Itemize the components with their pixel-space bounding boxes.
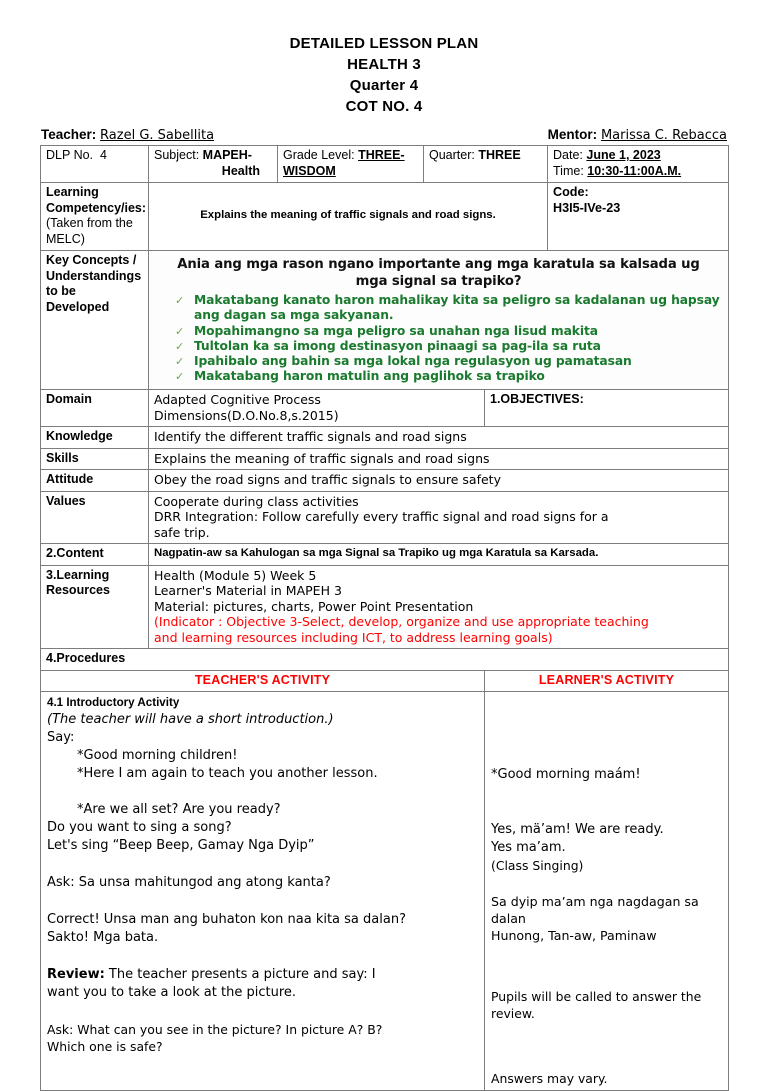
key-concepts-slide-cell	[149, 251, 729, 390]
values-line1: Cooperate during class activities	[154, 493, 359, 509]
knowledge-label: Knowledge	[41, 427, 149, 449]
slide-bullet-text: Tultolan ka sa imong destinasyon pinaagi sa pag-ila sa ruta	[194, 338, 601, 353]
resources-line3: Material: pictures, charts, Power Point Presentation	[154, 598, 474, 614]
table-row-knowledge	[41, 427, 729, 449]
knowledge-value: Identify the different traffic signals and road signs	[149, 427, 729, 449]
spacer	[491, 1022, 722, 1070]
time-label: Time:	[553, 163, 584, 178]
mentor-name: Marissa C. Rebacca	[600, 128, 727, 143]
learner-response-3: Yes ma’am.	[491, 840, 566, 855]
teacher-activity-ask-2-line-2: Which one is safe?	[47, 1038, 163, 1054]
learner-response-5-line-1: Sa dyip ma’am nga nagdagan sa	[491, 894, 699, 909]
review-label: Review:	[47, 966, 105, 982]
date-value: June 1, 2023	[586, 148, 661, 162]
mentor-label: Mentor:	[547, 127, 598, 142]
time-value: 10:30-11:00A.M.	[587, 163, 682, 178]
resources-indicator-line2: and learning resources including ICT, to address learning goals)	[154, 629, 553, 645]
slide-bullet-item	[167, 369, 726, 384]
teacher-activity-say: Say:	[47, 729, 75, 745]
learner-response-8: Answers may vary.	[491, 1071, 608, 1086]
domain-label: Domain	[41, 390, 149, 427]
values-value-cell	[149, 491, 729, 544]
slide-bullet-list	[151, 293, 726, 385]
learner-response-7-line-1: Pupils will be called to answer the	[491, 989, 702, 1004]
quarter-label: Quarter:	[429, 148, 475, 162]
competency-code-cell	[548, 183, 729, 251]
table-row-values	[41, 491, 729, 544]
key-concepts-label-cell	[41, 251, 149, 390]
subject-label: Subject:	[154, 148, 200, 162]
grade-level-value-line2: WISDOM	[283, 163, 336, 178]
teacher-label: Teacher:	[41, 127, 97, 142]
title-line-3: Quarter 4	[349, 77, 419, 94]
date-time-cell	[548, 146, 729, 183]
dlp-no-cell	[41, 146, 149, 183]
content-label: 2.Content	[41, 544, 149, 566]
competency-text-cell	[149, 183, 548, 251]
key-concepts-label-line1: Key Concepts /	[46, 253, 137, 267]
table-row-activity-headers	[41, 670, 729, 692]
teacher-activity-sing-line-1: Do you want to sing a song?	[47, 819, 232, 835]
teacher-field	[41, 127, 240, 143]
spacer	[491, 874, 722, 893]
quarter-cell	[424, 146, 548, 183]
spacer	[47, 947, 478, 966]
code-label: Code:	[553, 185, 589, 199]
key-concepts-label-line2: Understandings to be	[46, 268, 142, 298]
competency-label-line3: (Taken from the MELC)	[46, 216, 133, 246]
competency-text: Explains the meaning of traffic signals and road signs.	[200, 209, 496, 222]
resources-label: 3.Learning Resources	[41, 565, 149, 649]
check-icon: ✓	[175, 324, 185, 338]
check-icon: ✓	[175, 370, 185, 384]
date-label: Date:	[553, 148, 583, 162]
domain-value-line1: Adapted Cognitive Process	[154, 392, 321, 407]
domain-value-cell	[149, 390, 485, 427]
teacher-activity-correct-1: Correct! Unsa man ang buhaton kon naa kita sa dalan?	[47, 911, 406, 927]
teacher-activity-intro: (The teacher will have a short introduction.)	[47, 711, 334, 727]
slide-bullet-item	[167, 293, 726, 324]
check-icon: ✓	[175, 355, 185, 369]
slide-bullet-text: Ipahibalo ang bahin sa mga lokal nga regulasyon ug pamatasan	[194, 354, 632, 369]
learner-activity-header: LEARNER'S ACTIVITY	[485, 670, 729, 692]
objectives-header: 1.OBJECTIVES:	[485, 390, 729, 427]
date-field	[553, 148, 723, 164]
teacher-activity-bullet-3: *Are we all set? Are you ready?	[77, 801, 281, 817]
table-row-skills	[41, 448, 729, 470]
learner-response-6: Hunong, Tan-aw, Paminaw	[491, 928, 657, 943]
lesson-plan-page	[40, 0, 728, 1091]
key-concepts-label-line3: Developed	[46, 299, 110, 314]
subject-cell	[149, 146, 278, 183]
teacher-activity-review-line-2: want you to take a look at the picture.	[47, 984, 297, 1000]
spacer	[47, 855, 478, 874]
dlp-no-label: DLP No.	[46, 148, 94, 162]
teacher-activity-correct-2: Sakto! Mga bata.	[47, 929, 159, 945]
grade-level-value-line1: THREE-	[358, 148, 405, 162]
review-text: The teacher presents a picture and say: I	[104, 966, 376, 982]
teacher-activity-bullet-1: *Good morning children!	[77, 747, 238, 763]
embedded-slide-image	[149, 252, 728, 389]
slide-bullet-text: Makatabang kanato haron mahalikay kita sa peligro sa kadalanan ug hapsay ang dagan sa mga sakyanan.	[194, 293, 720, 323]
title-line-2: HEALTH 3	[347, 56, 421, 73]
slide-bullet-item	[167, 324, 726, 339]
grade-level-label: Grade Level:	[283, 148, 355, 162]
learner-activity-cell	[485, 692, 729, 1091]
table-row-activity-body	[41, 692, 729, 1091]
procedures-label: 4.Procedures	[41, 649, 729, 671]
slide-bullet-text: Mopahimangno sa mga peligro sa unahan nga lisud makita	[194, 323, 598, 338]
skills-label: Skills	[41, 448, 149, 470]
quarter-value: THREE	[478, 148, 521, 162]
document-title	[40, 0, 728, 117]
teacher-activity-header: TEACHER'S ACTIVITY	[41, 670, 485, 692]
teacher-activity-cell	[41, 692, 485, 1091]
lesson-plan-table	[40, 145, 729, 1091]
slide-title: Ania ang mga rason ngano importante ang mga karatula sa kalsada ug mga signal sa trapiko?	[177, 257, 700, 289]
teacher-name: Razel G. Sabellita	[100, 128, 215, 143]
table-row-competency	[41, 183, 729, 251]
domain-value-line2: Dimensions(D.O.No.8,s.2015)	[154, 407, 339, 423]
spacer	[491, 695, 722, 766]
spacer	[491, 784, 722, 821]
table-row-domain	[41, 390, 729, 427]
table-row-info	[41, 146, 729, 183]
teacher-activity-heading: 4.1 Introductory Activity	[47, 696, 180, 709]
table-row-procedures	[41, 649, 729, 671]
slide-bullet-item	[167, 339, 726, 354]
spacer	[47, 1002, 478, 1021]
teacher-activity-ask-1: Ask: Sa unsa mahitungod ang atong kanta?	[47, 874, 331, 890]
title-line-4: COT NO. 4	[345, 98, 423, 115]
check-icon: ✓	[175, 339, 185, 353]
teacher-activity-bullet-2: *Here I am again to teach you another lesson.	[77, 765, 378, 781]
attitude-value: Obey the road signs and traffic signals to ensure safety	[149, 470, 729, 492]
competency-label-cell	[41, 183, 149, 251]
resources-indicator-line1: (Indicator : Objective 3-Select, develop, organize and use appropriate teaching	[154, 614, 649, 629]
learner-response-1: *Good morning maám!	[491, 767, 641, 782]
values-line2: DRR Integration: Follow carefully every traffic signal and road signs for a	[154, 509, 609, 524]
learner-response-7-line-2: review.	[491, 1006, 535, 1021]
check-icon: ✓	[175, 294, 185, 307]
title-line-1: DETAILED LESSON PLAN	[289, 35, 479, 52]
learner-response-5-line-2: dalan	[491, 911, 526, 926]
subject-value-line2: Health	[221, 163, 260, 178]
resources-line1: Health (Module 5) Week 5	[154, 567, 317, 583]
spacer	[491, 944, 722, 988]
values-line3: safe trip.	[154, 524, 210, 540]
spacer	[47, 892, 478, 911]
learner-response-2: Yes, mä’am! We are ready.	[491, 822, 664, 837]
dlp-no-value: 4	[99, 148, 107, 162]
teacher-activity-ask-2-line-1: Ask: What can you see in the picture? In picture A? B?	[47, 1021, 383, 1037]
teacher-mentor-line	[40, 127, 728, 143]
teacher-activity-sing-line-2: Let's sing “Beep Beep, Gamay Nga Dyip”	[47, 837, 315, 853]
skills-value: Explains the meaning of traffic signals and road signs	[149, 448, 729, 470]
competency-label-line1: Learning	[46, 185, 99, 199]
slide-bullet-item	[167, 354, 726, 369]
table-row-content	[41, 544, 729, 566]
competency-label-line2: Competency/ies:	[46, 200, 147, 215]
subject-value-line1: MAPEH-	[202, 148, 252, 162]
attitude-label: Attitude	[41, 470, 149, 492]
table-row-attitude	[41, 470, 729, 492]
resources-value-cell	[149, 565, 729, 649]
table-row-key-concepts	[41, 251, 729, 390]
time-field	[553, 164, 723, 180]
code-value: H3I5-IVe-23	[553, 200, 621, 215]
values-label: Values	[41, 491, 149, 544]
resources-line2: Learner's Material in MAPEH 3	[154, 583, 342, 598]
spacer	[47, 783, 478, 801]
grade-level-cell	[278, 146, 424, 183]
table-row-resources	[41, 565, 729, 649]
slide-bullet-text: Makatabang haron matulin ang paglihok sa trapiko	[194, 369, 545, 384]
content-value: Nagpatin-aw sa Kahulogan sa mga Signal sa Trapiko ug mga Karatula sa Karsada.	[149, 544, 729, 566]
learner-response-4: (Class Singing)	[491, 858, 584, 873]
teacher-activity-review-line-1	[47, 966, 478, 984]
mentor-field	[548, 127, 727, 143]
